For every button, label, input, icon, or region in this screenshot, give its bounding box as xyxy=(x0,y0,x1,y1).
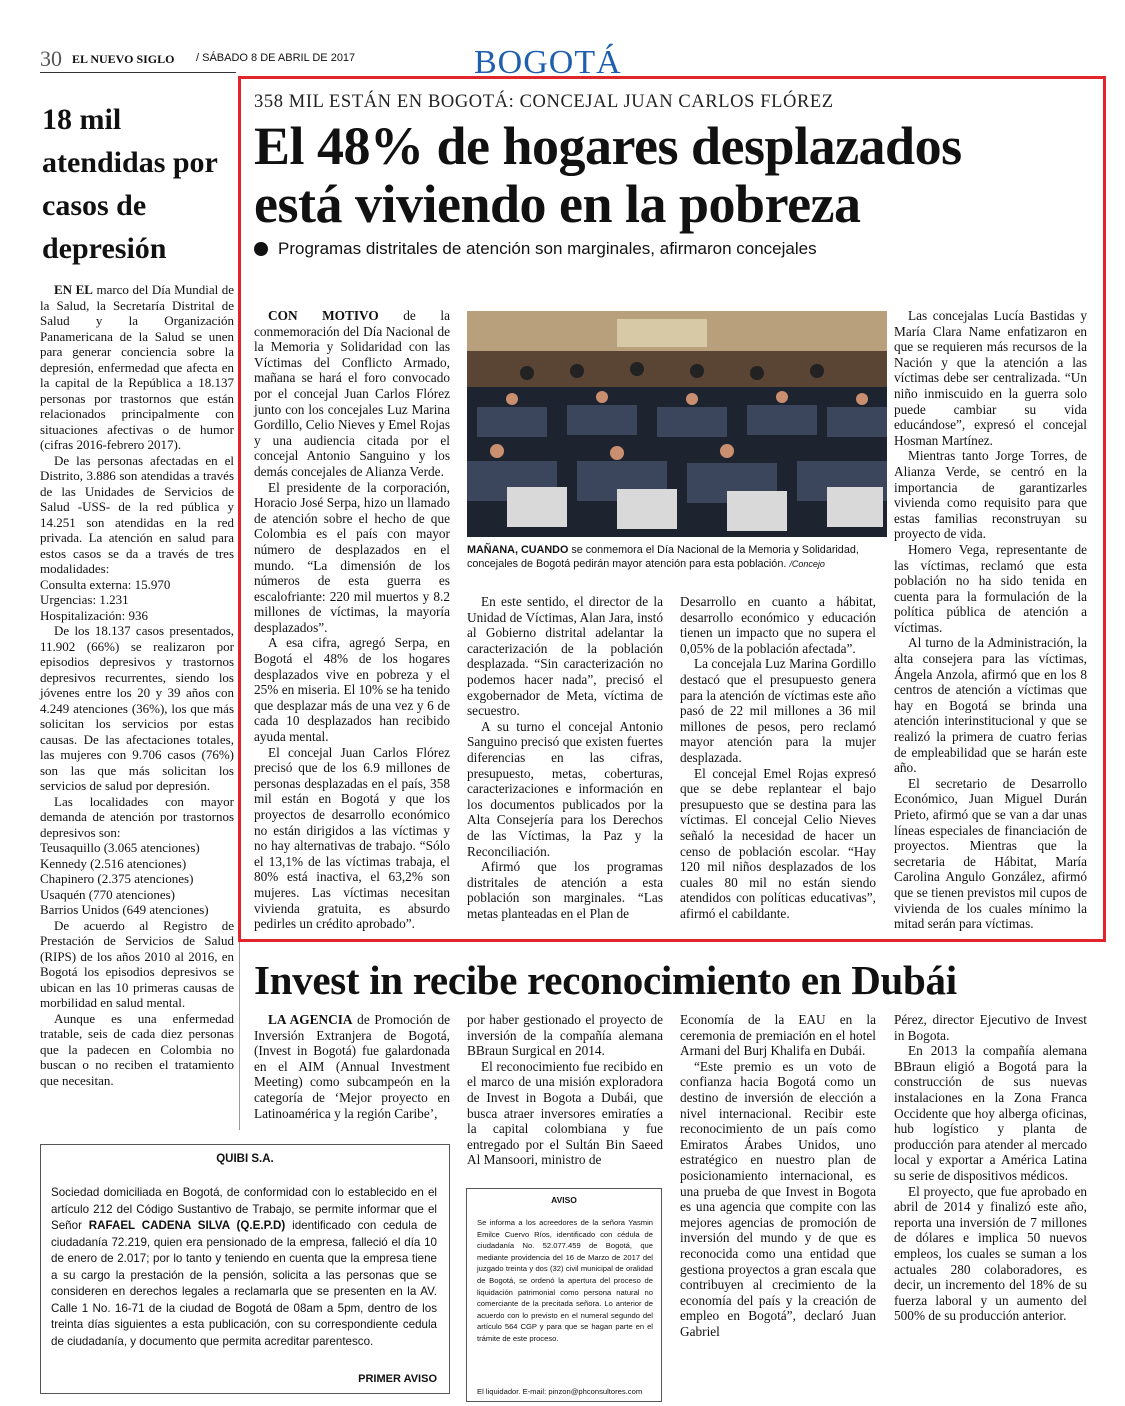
main-col3-para: El concejal Emel Rojas expresó que se debe replantear el bajo presupuesto que se destina para las víctimas. El concejal Celio Nieves señaló la necesidad de hacer un censo de población escolar. “Hay 120 mil niños desplazados de los cuales 80 mil no están siendo atendidos con políticas educativas”, afirmó el cabildante. xyxy=(680,765,876,921)
invest-column-4 xyxy=(894,1012,1087,1324)
main-col1-para: A esa cifra, agregó Serpa, en Bogotá el 48% de los hogares desplazados vive en pobreza y el 25% en miseria. El 10% se ha tenido que desplazar más de una vez y 6 de cada 10 desplazados han recibido ayuda mental. xyxy=(254,635,450,745)
main-col4-para: Al turno de la Administración, la alta consejera para las víctimas, Ángela Anzola, afirmó que en los 8 centros de atención a víctimas que hay en Bogotá se brinda una atención interinstitucional y que se realizó la primera de cuatro ferias de empleabilidad que se harán este año. xyxy=(894,635,1087,776)
main-col2-para: En este sentido, el director de la Unidad de Víctimas, Alan Jara, instó al Gobierno distrital adelantar la caracterización de la población desplazada. “Sin caracterización no podemos hacer nada”, precisó el exgobernador de Meta, víctima de secuestro. xyxy=(467,594,663,719)
aviso-notice-box xyxy=(466,1188,662,1402)
invest-col1-para: de Promoción de Inversión Extranjera de Bogotá, (Invest in Bogotá) fue galardonada en el AIM (Annual Investment Meeting) como subcampeón en la categoría de ‘Mejor proyecto en Latinoamérica y la región Caribe’, xyxy=(254,1012,450,1121)
main-col1-para: El presidente de la corporación, Horacio José Serpa, hizo un llamado de atención sobre el hecho de que Colombia es el país con mayor número de desplazados en el mundo. “La dimensión de los números de esta guerra es escalofriante: 220 mil muertos y 8.2 millones de víctimas, la mayoría desplazados”. xyxy=(254,479,450,635)
locality-item: Teusaquillo (3.065 atenciones) xyxy=(40,840,200,855)
quibi-notice-box xyxy=(40,1144,450,1394)
modality-item: Hospitalización: 936 xyxy=(40,607,148,623)
invest-column-3 xyxy=(680,1012,876,1339)
invest-lead: LA AGENCIA xyxy=(268,1012,353,1027)
main-col1-para: de la conmemoración del Día Nacional de la Memoria y Solidaridad con las Víctimas del Conflicto Armado, mañana se hará el foro convocado por el concejal Juan Carlos Flórez junto con los concejales Luz Marina Gordillo, Celio Nieves y Emel Rojas y una audiencia citada por el concejal Antonio Sanguino y los demás concejales de Alianza Verde. xyxy=(254,308,450,479)
quibi-notice-name: RAFAEL CADENA SILVA (Q.E.P.D) xyxy=(88,1219,286,1232)
main-col4-para: Mientras tanto Jorge Torres, de Alianza Verde, se centró en la importancia de garantizarles vivienda como requisito para que estas familias reconstruyan su proyecto de vida. xyxy=(894,448,1087,542)
aviso-notice-title: AVISO xyxy=(551,1195,577,1205)
section-title: BOGOTÁ xyxy=(474,44,622,81)
quibi-notice-text-a: Sociedad domiciliada en Bogotá, de conformidad con lo establecido en el artículo 212 del Código Sustantivo de Trabajo, se permite informar que el Señor xyxy=(51,1186,437,1232)
main-kicker: 358 MIL ESTÁN EN BOGOTÁ: CONCEJAL JUAN CARLOS FLÓREZ xyxy=(254,92,834,112)
main-column-2 xyxy=(467,594,663,921)
main-headline-line-1: El 48% de hogares desplazados xyxy=(254,116,962,176)
aviso-notice-footer: El liquidador. E-mail: pinzon@phconsultores.com xyxy=(477,1387,643,1396)
invest-col4-continuation: Pérez, director Ejecutivo de Invest in Bogota. xyxy=(894,1012,1087,1043)
main-subhead-text: Programas distritales de atención son marginales, afirmaron concejales xyxy=(278,239,817,258)
quibi-notice-body xyxy=(51,1185,437,1350)
main-col4-para: El secretario de Desarrollo Económico, Juan Miguel Durán Prieto, afirmó que se van a dar unas líneas especiales de financiación de proyectos. Mientras que la secretaria de Hábitat, María Carolina Angulo González, afirmó que se tienen previstos mil cupos de vivienda de los cuales mínimo la mitad serán para víctimas. xyxy=(894,775,1087,932)
header-rule xyxy=(40,72,236,73)
invest-col2-para: El reconocimiento fue recibido en el marco de una misión exploradora de Invest in Bogota a Dubái, que busca atraer inversores emiratíes a la capital colombiana y fue entregado por el Sultán Bin Saeed Al Mansoori, ministro de xyxy=(467,1058,663,1168)
council-session-photo xyxy=(467,311,887,537)
modality-item: Consulta externa: 15.970 xyxy=(40,576,171,592)
main-story xyxy=(254,92,1094,259)
main-headline-line-2: está viviendo en la pobreza xyxy=(254,174,861,234)
left-para-2: De las personas afectadas en el Distrito, 3.886 son atendidas a través de las Unidades de Servicios de Salud -USS- de la red pública y 14.251 son atendidas en la red privada. La atención en salud para estos casos se da a través de tres modalidades: xyxy=(40,452,234,576)
modality-item: Urgencias: 1.231 xyxy=(40,592,129,607)
left-para-5: De acuerdo al Registro de Prestación de Servicios de Salud (RIPS) de los años 2010 al 2016, en Bogotá los episodios depresivos se ubican en las 10 primeras causas de morbilidad en salud mental. xyxy=(40,917,234,1010)
left-para-1: marco del Día Mundial de la Salud, la Secretaría Distrital de Salud y la Organización Panamericana de la Salud se unen para generar conciencia sobre la depresión, enfermedad que afecta en la capital de la República a 18.137 personas por trastornos que están relacionados principalmente con situaciones afectivas o de humor (cifras 2016-febrero 2017). xyxy=(40,282,234,452)
photo-illustration xyxy=(467,311,887,537)
left-story-headline: 18 mil atendidas por casos de depresión xyxy=(42,103,218,265)
invest-headline: Invest in recibe reconocimiento en Dubái xyxy=(254,957,957,1003)
aviso-notice-body: Se informa a los acreedores de la señora Yasmin Emilce Cuervo Ríos, identificado con cédula de ciudadanía No. 52.077.459 de Bogotá, que mediante providencia del 16 de Marzo de 2017 del juzgado treinta y dos (32) civil municipal de oralidad de Bogotá, se ordenó la apertura del proceso de liquidación patrimonial como persona natural no comerciante de la precitada señora. Lo anterior de acuerdo con lo previsto en el numeral segundo del artículo 564 CGP y para que se hagan parte en el trámite de este proceso. xyxy=(477,1218,653,1343)
main-col2-para: A su turno el concejal Antonio Sanguino precisó que existen fuertes diferencias en las cifras, presupuesto, metas, coberturas, caracterizaciones e información en los documentos publicados por la Alta Consejería para los Derechos de las Víctimas, la Paz y la Reconciliación. xyxy=(467,718,663,859)
locality-item: Barrios Unidos (649 atenciones) xyxy=(40,902,209,917)
invest-column-2 xyxy=(467,1012,663,1168)
left-story xyxy=(40,98,234,1088)
main-col4-para: Homero Vega, representante de las víctimas, reclamó que esta población no ha sido tenida en cuenta para la formulación de la política pública de atención a víctimas. xyxy=(894,541,1087,635)
invest-column-1 xyxy=(254,1012,450,1121)
main-col4-para: Las concejalas Lucía Bastidas y María Clara Name enfatizaron en que se requieren más recursos de la Nación y que la atención a las víctimas debe ser centralizada. “Un niño inmiscuido en la guerra solo puede cambiar su vida educándose”, expresó el concejal Hosman Martínez. xyxy=(894,308,1087,448)
left-para-4: Las localidades con mayor demanda de atención por trastornos depresivos son: xyxy=(40,793,234,840)
quibi-notice-text-b: identificado con cedula de ciudadanía 72.219, quien era pensionado de la empresa, falleció el día 10 de enero de 2.017; por lo tanto y teniendo en cuenta que la empresa tiene a su cargo la prestación de la pensión, solicita a las personas que se consideren en derechos legales a reclamarla que se presenten en la AV. Calle 1 No. 16-71 de la ciudad de Bogotá de 08am a 5pm, dentro de los treinta días siguientes a esta publicación, con su correspondiente cedula de ciudadanía, y documento que permita acreditar parentesco. xyxy=(51,1219,437,1348)
publication-date: / SÁBADO 8 DE ABRIL DE 2017 xyxy=(196,52,356,64)
photo-caption xyxy=(467,543,887,571)
invest-col4-para: En 2013 la compañía alemana BBraun eligió a Bogotá para la construcción de sus nuevas instalaciones en la Zona Franca Occidente que hoy alberga oficinas, hub logístico y planta de producción para atender al mercado local y exportar a América Latina su serie de dispositivos médicos. xyxy=(894,1043,1087,1183)
invest-col3-para: “Este premio es un voto de confianza hacia Bogotá como un destino de inversión de elección a nivel internacional. Recibir este reconocimiento de un país como Emiratos Árabes Unidos, uno estratégico en nuestro plan de posicionamiento internacional, es una prueba de que Invest in Bogota es una agencia que compite con las mejores agencias de promoción de inversión del mundo y de que es reconocida como una entidad que gestiona proyectos a gran escala que contribuyen al crecimiento de la economía del país y la creación de empleo en Bogotá”, declaró Juan Gabriel xyxy=(680,1058,876,1339)
bullet-dot-icon xyxy=(254,242,268,256)
invest-col3-continuation: Economía de la EAU en la ceremonia de premiación en el hotel Armani del Burj Khalifa en Dubái. xyxy=(680,1012,876,1059)
publication-name: EL NUEVO SIGLO xyxy=(72,52,175,66)
main-headline xyxy=(254,117,1094,233)
page-header xyxy=(40,44,1106,81)
main-lead: CON MOTIVO xyxy=(268,308,379,323)
caption-text: se conmemora el Día Nacional de la Memoria y Solidaridad, concejales de Bogotá pedirán mayor atención para esta población. xyxy=(467,544,859,570)
main-col2-para: Afirmó que los programas distritales de atención a esta población son marginales. “Las metas planteadas en el Plan de xyxy=(467,859,663,921)
main-col3-para: La concejala Luz Marina Gordillo destacó que el presupuesto genera para la atención de víctimas este año pasó de 22 mil millones a 36 mil millones de pesos, pero reclamó mayor atención para la mujer desplazada. xyxy=(680,656,876,765)
invest-col2-continuation: por haber gestionado el proyecto de inversión de la compañía alemana BBraun Surgical en 2014. xyxy=(467,1012,663,1059)
main-col1-para: El concejal Juan Carlos Flórez precisó que de los 6.9 millones de personas desplazadas en el país, 358 mil están en Bogotá y que los proyectos de desarrollo económico no están dirigidos a las víctimas y no hay alternativas de trabajo. “Sólo el 13,1% de las víctimas trabaja, el 80% está inactiva, el 63,2% son mujeres. Las víctimas necesitan vivienda gratuita, es absurdo pedirles un crédito aprobado”. xyxy=(254,744,450,932)
caption-credit: /Concejo xyxy=(789,559,825,569)
left-para-3: De los 18.137 casos presentados, 11.902 (66%) se realizaron por episodios depresivos y trastornos depresivos recurrentes, siendo los jóvenes entre los 20 y 39 años con 4.249 atenciones (36%), los que más solicitan los servicios por estas causas. De las afectaciones totales, las mujeres con 9.706 casos (76%) son las que más solicitan los servicios de salud por depresión. xyxy=(40,623,234,793)
locality-item: Chapinero (2.375 atenciones) xyxy=(40,871,194,886)
page-number: 30 xyxy=(40,46,62,71)
main-column-3 xyxy=(680,594,876,921)
caption-lead: MAÑANA, CUANDO xyxy=(467,544,569,556)
locality-item: Usaquén (770 atenciones) xyxy=(40,886,176,902)
left-para-6: Aunque es una enfermedad tratable, seis de cada diez personas que la padecen en Colombia no buscan o no reciben el tratamiento que necesitan. xyxy=(40,1010,234,1088)
quibi-notice-footer: PRIMER AVISO xyxy=(358,1373,437,1385)
quibi-notice-title: QUIBI S.A. xyxy=(216,1153,274,1165)
locality-item: Kennedy (2.516 atenciones) xyxy=(40,855,187,871)
main-subhead xyxy=(254,239,1094,259)
main-col3-continuation: Desarrollo en cuanto a hábitat, desarrollo económico y educación tienen un impacto que no supera el 0,05% de la población afectada”. xyxy=(680,594,876,656)
left-story-lead: EN EL xyxy=(54,282,93,297)
invest-col4-para: El proyecto, que fue aprobado en abril de 2014 y finalizó este año, reporta una inversión de 7 millones de dólares e implica 50 nuevos empleos, los cuales se suman a los actuales 280 colaboradores, es decir, un incremento del 18% de su fuerza laboral y un aumento del 500% de su producción anterior. xyxy=(894,1183,1087,1324)
main-column-1 xyxy=(254,308,450,932)
main-column-4 xyxy=(894,308,1087,932)
